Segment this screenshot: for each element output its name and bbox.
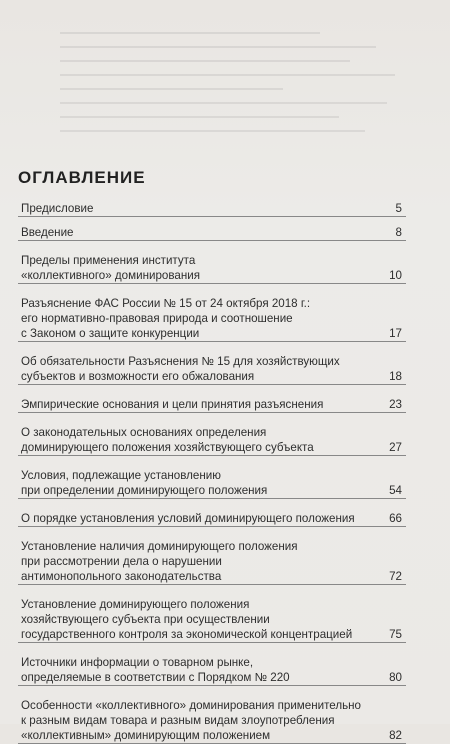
toc-entry-line: при определении доминирующего положения <box>21 484 268 497</box>
toc-entry <box>18 597 406 643</box>
toc-entry <box>18 296 406 342</box>
toc-page-number: 75 <box>389 628 402 641</box>
toc-page-number: 27 <box>389 441 402 454</box>
toc-page-number: 54 <box>389 484 402 497</box>
toc-entry-line: Источники информации о товарном рынке, <box>21 656 254 669</box>
toc-entry <box>18 511 406 527</box>
toc-entry <box>18 468 406 499</box>
toc-page-number: 82 <box>389 729 402 742</box>
toc-title: ОГЛАВЛЕНИЕ <box>18 168 146 187</box>
toc-entry <box>18 225 406 241</box>
toc-entry-line: Об обязательности Разъяснения № 15 для хозяйствующих <box>21 355 340 368</box>
toc-entry-line: определяемые в соответствии с Порядком № 220 <box>21 671 290 684</box>
toc-entry <box>18 253 406 284</box>
toc-entry-line: субъектов и возможности его обжалования <box>21 370 255 383</box>
toc-page-number: 5 <box>395 202 402 215</box>
toc-entry <box>18 397 406 413</box>
toc-entry-line: Разъяснение ФАС России № 15 от 24 октября 2018 г.: <box>21 297 311 310</box>
toc-entry-line: «коллективным» доминирующим положением <box>21 729 271 742</box>
toc-page-number: 72 <box>389 570 402 583</box>
toc-page-number: 10 <box>389 269 402 282</box>
toc-entry-line: с Законом о защите конкуренции <box>21 327 200 340</box>
toc-entry <box>18 354 406 385</box>
table-of-contents <box>18 168 406 744</box>
toc-page-number: 80 <box>389 671 402 684</box>
toc-entry-line: О порядке установления условий доминирующего положения <box>21 512 355 525</box>
toc-page-number: 8 <box>395 226 402 239</box>
toc-page-number: 66 <box>389 512 402 525</box>
toc-entry <box>18 698 406 744</box>
toc-entry-line: Установление наличия доминирующего положения <box>21 540 298 553</box>
toc-page-number: 18 <box>389 370 402 383</box>
toc-entry-line: государственного контроля за экономической концентрацией <box>21 628 353 641</box>
toc-entry-line: Пределы применения института <box>21 254 196 267</box>
toc-entry-line: антимонопольного законодательства <box>21 570 222 583</box>
toc-entry-line: доминирующего положения хозяйствующего субъекта <box>21 441 314 454</box>
toc-entry <box>18 655 406 686</box>
toc-entry-line: при рассмотрении дела о нарушении <box>21 555 222 568</box>
toc-entry-line: О законодательных основаниях определения <box>21 426 267 439</box>
toc-entry-line: «коллективного» доминирования <box>21 269 200 282</box>
toc-entry <box>18 201 406 217</box>
toc-entry <box>18 425 406 456</box>
toc-entry-line: хозяйствующего субъекта при осуществлении <box>21 613 270 626</box>
toc-entry <box>18 539 406 585</box>
toc-entry-line: Эмпирические основания и цели принятия разъяснения <box>21 398 324 411</box>
toc-entry-line: Установление доминирующего положения <box>21 598 250 611</box>
toc-entry-line: Введение <box>21 226 74 239</box>
toc-entry-line: Особенности «коллективного» доминирования применительно <box>21 699 362 712</box>
toc-entry-line: его нормативно-правовая природа и соотношение <box>21 312 293 325</box>
toc-page-number: 17 <box>389 327 402 340</box>
toc-entry-line: к разным видам товара и разным видам злоупотребления <box>21 714 335 727</box>
toc-entry-line: Условия, подлежащие установлению <box>21 469 221 482</box>
toc-entry-line: Предисловие <box>21 202 94 215</box>
toc-page-number: 23 <box>389 398 402 411</box>
